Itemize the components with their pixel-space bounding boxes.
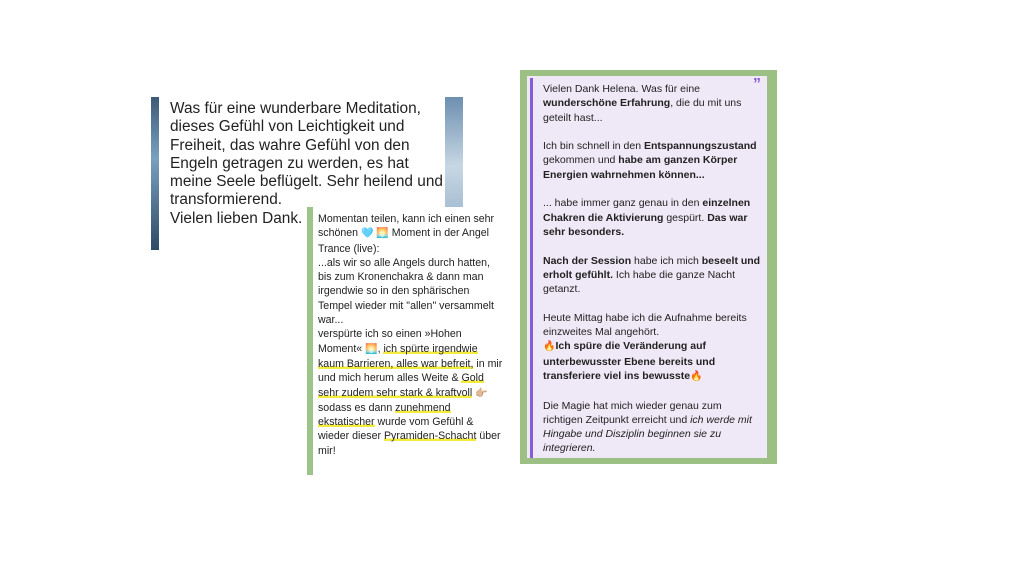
pointing-hand-icon: 👉🏼: [472, 387, 488, 399]
text-span: habe ich mich: [631, 254, 702, 267]
highlighted-text: Gold sehr zudem sehr stark & kraftvoll: [318, 372, 484, 399]
highlighted-text: Pyramiden-Schacht: [383, 430, 477, 443]
testimonial-text-3: [543, 82, 761, 470]
text-span: Momentan teilen, kann ich einen sehr schönen: [318, 213, 495, 240]
bold-text: Ich spüre die Veränderung auf unterbewusster Ebene bereits und transferiere viel ins bewusste: [543, 340, 716, 382]
sunset-icon: 🌅: [376, 228, 389, 240]
bold-text: Nach der Session: [543, 254, 632, 267]
testimonial-text-1: Was für eine wunderbare Meditation, dieses Gefühl von Leichtigkeit und Freiheit, das wahre Gefühl von den Engeln getragen zu werden, es hat meine Seele beflügelt. Sehr heilend und transformierend. Vielen lieben Dank.: [170, 100, 443, 227]
heart-icon: 🩵: [361, 228, 374, 240]
text-span: Moment in der Angel Trance (live):: [318, 227, 489, 255]
text-span: verspürte ich so einen »Hohen Moment«: [318, 328, 462, 355]
text-span: in mir und mich herum alles Weite &: [318, 357, 503, 385]
sunset-icon: 🌅: [365, 343, 378, 355]
text-span: gespürt.: [663, 211, 708, 224]
text-span: Heute Mittag habe ich die Aufnahme bereits einzweites Mal angehört.: [543, 311, 747, 339]
bold-text: beseelt und erholt gefühlt.: [543, 254, 761, 281]
bold-text: Entspannungszustand: [643, 140, 757, 153]
quote-bubble: [527, 76, 767, 458]
text-span: Vielen Dank Helena. Was für eine: [543, 83, 701, 95]
quote-accent-bar: [530, 78, 533, 458]
quote-icon: ”: [753, 76, 761, 93]
green-background-edge: [307, 207, 313, 475]
text-span: sodass es dann: [318, 401, 396, 414]
text-span: Ich bin schnell in den: [543, 140, 644, 153]
testimonial-card-3: [520, 70, 777, 464]
text-span: wurde vom Gefühl & wieder dieser: [318, 416, 474, 443]
fire-icon: 🔥: [543, 341, 556, 353]
text-span: ,: [377, 342, 384, 355]
highlighted-text: ich spürte irgendwie kaum Barrieren, alles war befreit,: [318, 342, 478, 370]
text-span: gekommen und: [543, 154, 619, 167]
fire-icon: 🔥: [690, 370, 703, 382]
text-span: über mir!: [318, 430, 501, 457]
text-paragraph: ...als wir so alle Angels durch hatten, bis zum Kronenchakra & dann man irgendwie so in den sphärischen Tempel wieder mit "allen" versammelt war...: [318, 256, 494, 327]
testimonial-text-2: [318, 212, 505, 458]
bold-text: Das war sehr besonders.: [543, 211, 748, 238]
italic-text: ich werde mit Hingabe und Disziplin beginnen sie zu integrieren.: [543, 413, 752, 455]
text-span: ... habe immer ganz genau in den: [543, 197, 703, 210]
bold-text: wunderschöne Erfahrung: [543, 97, 671, 110]
text-span: Ich habe die ganze Nacht getanzt.: [543, 268, 736, 296]
photo-edge-left: [151, 97, 159, 250]
bold-text: einzelnen Chakren die Aktivierung: [543, 197, 751, 224]
testimonial-card-2: [307, 207, 507, 475]
bold-text: habe am ganzen Körper Energien wahrnehmen können...: [543, 154, 738, 181]
text-span: Die Magie hat mich wieder genau zum richtigen Zeitpunkt erreicht und: [543, 399, 722, 426]
text-span: , die du mit uns geteilt hast...: [543, 97, 742, 124]
highlighted-text: zunehmend ekstatischer: [318, 401, 451, 429]
